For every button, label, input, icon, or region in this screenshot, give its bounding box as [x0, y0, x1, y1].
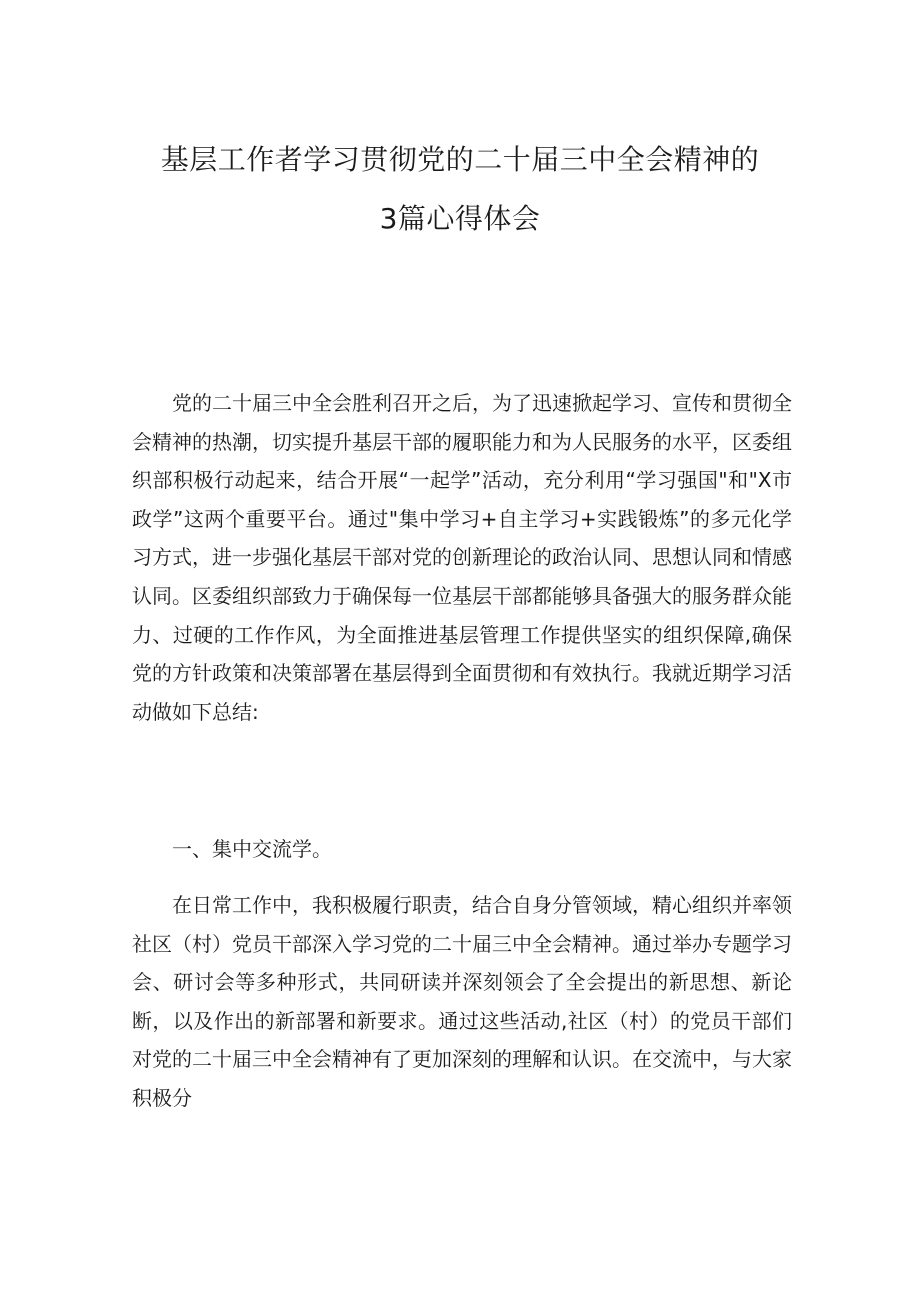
document-title-line-2: 3篇心得体会	[379, 202, 541, 235]
body-paragraph-1: 党的二十届三中全会胜利召开之后，为了迅速掀起学习、宣传和贯彻全会精神的热潮，切实提升基层干部的履职能力和为人民服务的水平，区委组织部积极行动起来，结合开展“一起学”活动，充分利用“学习强国"和"X市政学”这两个重要平台。通过"集中学习+自主学习+实践锻炼”的多元化学习方式，进一步强化基层干部对党的创新理论的政治认同、思想认同和情感认同。区委组织部致力于确保每一位基层干部都能够具备强大的服务群众能力、过硬的工作作风，为全面推进基层管理工作提供坚实的组织保障,确保党的方针政策和决策部署在基层得到全面贯彻和有效执行。我就近期学习活动做如下总结:	[132, 391, 792, 724]
body-paragraph-2: 在日常工作中，我积极履行职责，结合自身分管领域，精心组织并率领社区（村）党员干部深入学习党的二十届三中全会精神。通过举办专题学习会、研讨会等多种形式，共同研读并深刻领会了全会提出的新思想、新论断，以及作出的新部署和新要求。通过这些活动,社区（村）的党员干部们对党的二十届三中全会精神有了更加深刻的理解和认识。在交流中，与大家积极分	[132, 893, 792, 1110]
document-title-line-1: 基层工作者学习贯彻党的二十届三中全会精神的	[160, 143, 760, 176]
section-heading-1: 一、集中交流学。	[172, 837, 332, 861]
